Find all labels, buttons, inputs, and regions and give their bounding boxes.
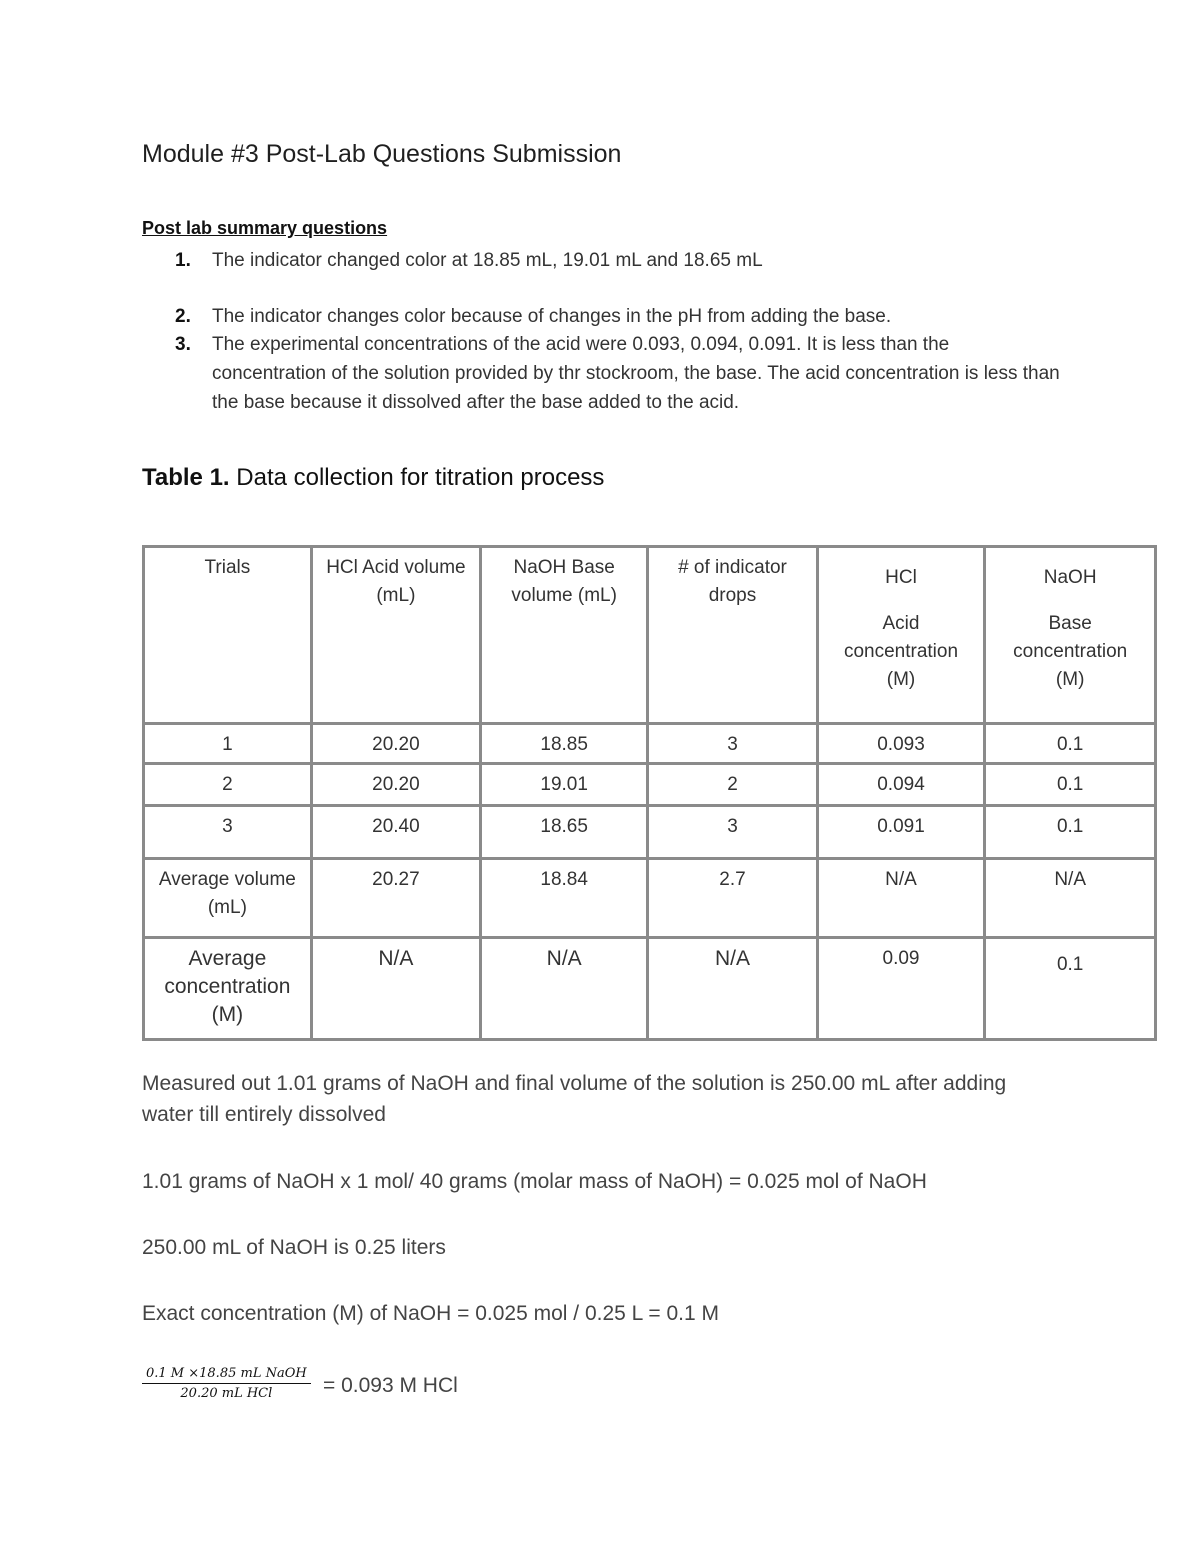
table-cell: 3 bbox=[648, 806, 817, 859]
table-cell: 20.20 bbox=[311, 764, 480, 806]
table-cell: N/A bbox=[985, 859, 1156, 938]
table-caption-text: Data collection for titration process bbox=[229, 464, 605, 491]
table-row bbox=[144, 764, 1156, 806]
table-cell: 0.094 bbox=[817, 764, 985, 806]
header-hcl-concentration bbox=[817, 547, 985, 724]
paragraph-volume: 250.00 mL of NaOH is 0.25 liters bbox=[142, 1236, 446, 1259]
equation-fraction bbox=[142, 1366, 311, 1401]
header-line: concentration bbox=[843, 641, 959, 662]
table-row bbox=[144, 806, 1156, 859]
table-cell: 2 bbox=[648, 764, 817, 806]
summary-heading: Post lab summary questions bbox=[142, 218, 388, 238]
equation-denominator: 20.20 mL HCl bbox=[180, 1386, 273, 1401]
table-cell: 0.1 bbox=[985, 764, 1156, 806]
table-cell: N/A bbox=[311, 938, 480, 1040]
question-number: 3. bbox=[175, 334, 191, 355]
question-text: The experimental concentrations of the acid were 0.093, 0.094, 0.091. It is less than the concentration of the solution provided by thr stockroom, the base. The acid concentration is less than the base because it dissolved after the base added to the acid. bbox=[212, 334, 1060, 413]
equation-result: = 0.093 M HCl bbox=[323, 1374, 458, 1397]
question-2 bbox=[175, 302, 891, 331]
table-cell: Average concentration (M) bbox=[144, 938, 312, 1040]
header-line: concentration bbox=[1013, 641, 1128, 662]
header-hcl-volume: HCl Acid volume (mL) bbox=[311, 547, 480, 724]
header-trials: Trials bbox=[144, 547, 312, 724]
table-cell: 18.85 bbox=[481, 724, 648, 764]
table-cell: 20.27 bbox=[311, 859, 480, 938]
header-line: NaOH bbox=[1043, 567, 1097, 588]
table-caption-label: Table 1. bbox=[142, 464, 230, 491]
question-number: 2. bbox=[175, 306, 191, 327]
header-line: (M) bbox=[1055, 669, 1085, 690]
header-line: (M) bbox=[886, 669, 916, 690]
table-cell: 2 bbox=[144, 764, 312, 806]
paragraph-measurement: Measured out 1.01 grams of NaOH and final volume of the solution is 250.00 mL after adding water till entirely dissolved bbox=[142, 1072, 1007, 1126]
header-naoh-volume: NaOH Base volume (mL) bbox=[481, 547, 648, 724]
table-cell: 0.1 bbox=[985, 724, 1156, 764]
table-row bbox=[144, 724, 1156, 764]
table-cell: 0.09 bbox=[817, 938, 985, 1040]
table-cell: 3 bbox=[144, 806, 312, 859]
table-cell: N/A bbox=[817, 859, 985, 938]
table-cell: Average volume (mL) bbox=[144, 859, 312, 938]
table-cell: 0.091 bbox=[817, 806, 985, 859]
equation-numerator: 0.1 M ×18.85 mL NaOH bbox=[142, 1366, 311, 1384]
question-3 bbox=[175, 330, 1062, 417]
table-header-row bbox=[144, 547, 1156, 724]
question-number: 1. bbox=[175, 250, 191, 271]
table-cell: 0.1 bbox=[985, 806, 1156, 859]
table-cell: N/A bbox=[648, 938, 817, 1040]
table-cell: 20.40 bbox=[311, 806, 480, 859]
question-text: The indicator changed color at 18.85 mL, 19.01 mL and 18.65 mL bbox=[212, 250, 763, 271]
table-cell: 2.7 bbox=[648, 859, 817, 938]
table-row-average-volume bbox=[144, 859, 1156, 938]
table-cell: 19.01 bbox=[481, 764, 648, 806]
page-title: Module #3 Post-Lab Questions Submission bbox=[142, 140, 622, 168]
table-cell: 20.20 bbox=[311, 724, 480, 764]
paragraph-moles: 1.01 grams of NaOH x 1 mol/ 40 grams (molar mass of NaOH) = 0.025 mol of NaOH bbox=[142, 1170, 927, 1193]
header-line: HCl bbox=[885, 567, 917, 588]
question-1 bbox=[175, 246, 763, 275]
header-line: Base bbox=[1048, 613, 1092, 634]
titration-data-table bbox=[142, 545, 1157, 1041]
paragraph-concentration: Exact concentration (M) of NaOH = 0.025 mol / 0.25 L = 0.1 M bbox=[142, 1302, 719, 1325]
header-line: Acid bbox=[882, 613, 920, 634]
table-cell: 0.093 bbox=[817, 724, 985, 764]
table-cell: 0.1 bbox=[985, 938, 1156, 1040]
table-cell: 3 bbox=[648, 724, 817, 764]
table-cell: 1 bbox=[144, 724, 312, 764]
question-text: The indicator changes color because of changes in the pH from adding the base. bbox=[212, 306, 892, 327]
table-caption bbox=[142, 464, 604, 492]
table-cell: 18.65 bbox=[481, 806, 648, 859]
header-indicator-drops: # of indicator drops bbox=[648, 547, 817, 724]
table-row-average-concentration bbox=[144, 938, 1156, 1040]
table-cell: 18.84 bbox=[481, 859, 648, 938]
table-cell: N/A bbox=[481, 938, 648, 1040]
header-naoh-concentration bbox=[985, 547, 1156, 724]
